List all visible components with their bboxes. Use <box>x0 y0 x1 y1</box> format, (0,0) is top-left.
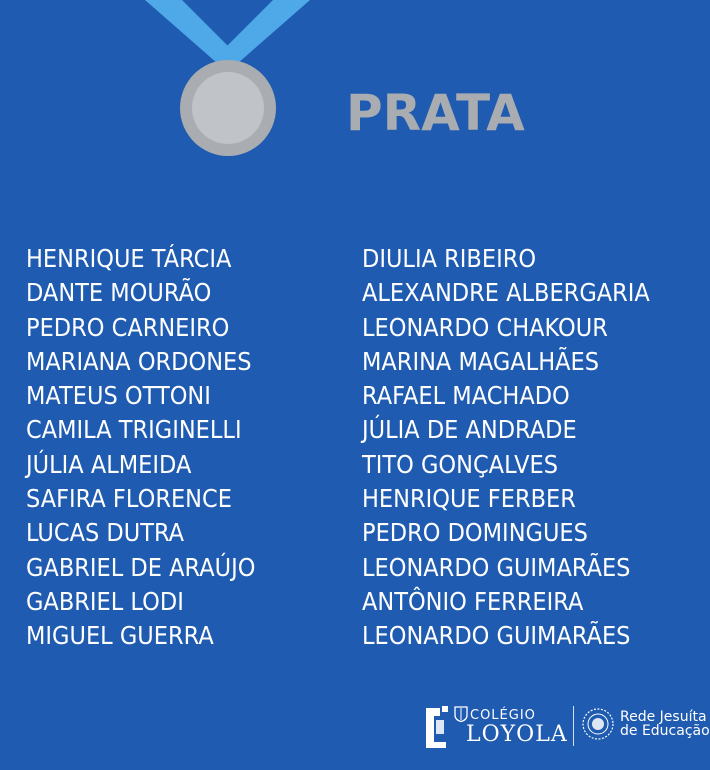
name-item: MIGUEL GUERRA <box>26 621 214 651</box>
name-item: DIULIA RIBEIRO <box>362 244 537 273</box>
name-item: MARIANA ORDONES <box>26 346 252 376</box>
name-item: SAFIRA FLORENCE <box>26 484 232 514</box>
name-item: LUCAS DUTRA <box>26 518 185 548</box>
loyola-label: LOYOLA <box>466 722 568 747</box>
name-item: HENRIQUE FERBER <box>362 484 576 514</box>
silver-medal-icon <box>0 0 330 180</box>
names-list-right <box>362 242 650 654</box>
rede-line-1: Rede Jesuíta <box>620 709 707 725</box>
name-item: MARINA MAGALHÃES <box>362 346 600 376</box>
rede-jesuita-label <box>620 710 710 738</box>
name-item: ANTÔNIO FERREIRA <box>362 586 584 616</box>
colegio-loyola-logo <box>424 704 450 748</box>
name-item: LEONARDO CHAKOUR <box>362 312 608 342</box>
name-item: PEDRO CARNEIRO <box>26 312 230 342</box>
name-item: ALEXANDRE ALBERGARIA <box>362 278 650 308</box>
name-item: LEONARDO GUIMARÃES <box>362 621 631 651</box>
rede-line-2: de Educação <box>620 723 710 739</box>
name-item: JÚLIA ALMEIDA <box>26 449 192 479</box>
colegio-label: COLÉGIO <box>470 708 536 723</box>
page-title: PRATA <box>346 84 525 142</box>
loyola-crest-icon <box>454 706 468 722</box>
name-item: RAFAEL MACHADO <box>362 381 570 411</box>
name-item: DANTE MOURÃO <box>26 278 212 308</box>
name-item: JÚLIA DE ANDRADE <box>362 415 577 445</box>
names-list-left <box>26 242 255 654</box>
name-item: HENRIQUE TÁRCIA <box>26 244 232 273</box>
rede-jesuita-seal <box>582 708 614 740</box>
footer-divider <box>573 706 574 746</box>
name-item: TITO GONÇALVES <box>362 449 559 479</box>
footer-logos <box>424 700 710 750</box>
name-item: CAMILA TRIGINELLI <box>26 415 242 445</box>
name-item: LEONARDO GUIMARÃES <box>362 552 631 582</box>
name-item: PEDRO DOMINGUES <box>362 518 588 548</box>
name-item: GABRIEL LODI <box>26 586 184 616</box>
name-item: MATEUS OTTONI <box>26 381 211 411</box>
name-item: GABRIEL DE ARAÚJO <box>26 552 256 582</box>
